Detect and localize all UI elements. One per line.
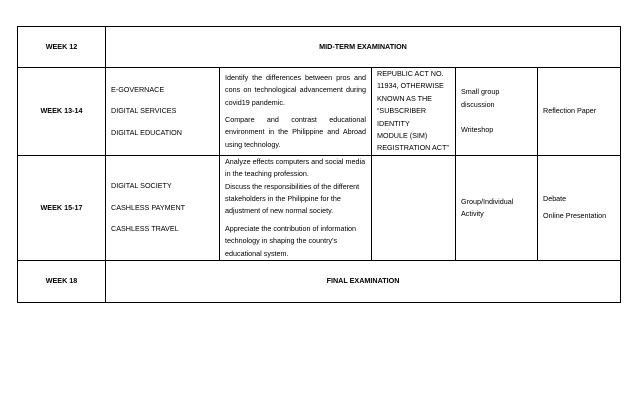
reference-line: REPUBLIC ACT NO.: [377, 69, 444, 78]
references-cell: [372, 155, 456, 260]
activity-item: Activity: [461, 208, 484, 218]
table-row-week-18: [18, 261, 621, 303]
outcome-cell: [538, 68, 621, 156]
objective-text: Identify the differences between pros and cons on technological advancement during covid19 pandemic.: [225, 72, 366, 107]
objective-text: Analyze effects computers and social media in the teaching profession.: [225, 156, 366, 179]
activity-item: Small group discussion: [461, 87, 500, 109]
topic-item: DIGITAL SERVICES: [111, 106, 177, 116]
week-label: WEEK 18: [18, 261, 106, 303]
outcome-item: Reflection Paper: [543, 106, 597, 116]
outcome-item: Debate: [543, 194, 567, 204]
topic-item: DIGITAL EDUCATION: [111, 127, 182, 137]
objectives-cell: [220, 68, 372, 156]
week-label: WEEK 13-14: [18, 68, 106, 156]
topic-item: E-GOVERNACE: [111, 84, 165, 94]
objective-text: Compare and contrast educational environment in the Philippine and Abroad using technology.: [225, 114, 366, 149]
reference-line: “SUBSCRIBER IDENTITY: [377, 106, 427, 128]
objectives-cell: [220, 155, 372, 260]
outcome-item: Online Presentation: [543, 211, 607, 221]
references-cell: [372, 68, 456, 156]
week-label: WEEK 12: [18, 27, 106, 68]
week-label: WEEK 15-17: [18, 155, 106, 260]
topic-item: DIGITAL SOCIETY: [111, 181, 172, 191]
reference-line: KNOWN AS THE: [377, 93, 432, 103]
topic-item: CASHLESS PAYMENT: [111, 202, 186, 212]
midterm-exam-label: MID-TERM EXAMINATION: [106, 27, 621, 68]
table-row-week-13-14: [18, 68, 621, 156]
topics-cell: [106, 68, 220, 156]
activity-item: Writeshop: [461, 125, 494, 135]
final-exam-label: FINAL EXAMINATION: [106, 261, 621, 303]
objective-text: Appreciate the contribution of information technology in shaping the country's educational system.: [225, 223, 357, 258]
table-row-week-15-17: [18, 155, 621, 260]
reference-line: REGISTRATION ACT”: [377, 143, 449, 153]
outcome-cell: [538, 155, 621, 260]
activity-item: Group/Individual: [461, 196, 514, 206]
reference-line: MODULE (SIM): [377, 131, 428, 141]
topics-cell: [106, 155, 220, 260]
activities-cell: [456, 68, 538, 156]
topic-item: CASHLESS TRAVEL: [111, 224, 179, 234]
activities-cell: [456, 155, 538, 260]
objective-text: Discuss the responsibilities of the different stakeholders in the Philippine for the adjustment of new normal society.: [225, 181, 360, 216]
table-row-week-12: [18, 27, 621, 68]
syllabus-table: [17, 26, 621, 303]
reference-line: 11934, OTHERWISE: [377, 81, 444, 91]
